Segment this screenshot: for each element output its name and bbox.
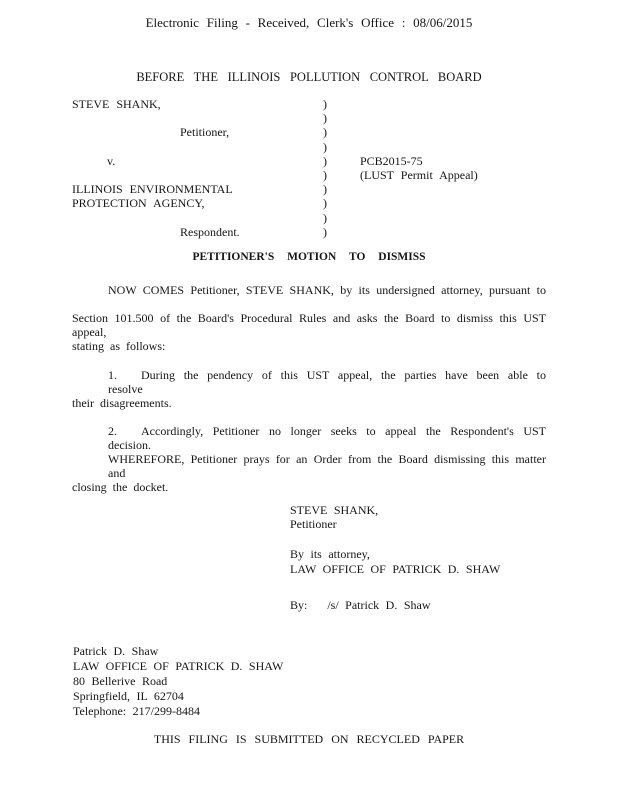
caption-paren: ) xyxy=(323,125,327,140)
caption-paren: ) xyxy=(323,139,327,154)
signature-firm: LAW OFFICE OF PATRICK D. SHAW xyxy=(290,562,501,576)
case-caption xyxy=(72,97,546,239)
item-number: 1. xyxy=(108,367,117,382)
recycled-paper-footer: THIS FILING IS SUBMITTED ON RECYCLED PAPER xyxy=(153,732,465,746)
caption-paren: ) xyxy=(323,224,327,239)
by-label: By: xyxy=(290,598,308,612)
petitioner-label: Petitioner, xyxy=(180,125,230,140)
signature-party-label: Petitioner xyxy=(290,517,337,531)
versus: v. xyxy=(107,153,116,168)
electronic-signature: /s/ Patrick D. Shaw xyxy=(327,598,431,612)
caption-paren: ) xyxy=(323,97,327,111)
body-line: stating as follows: xyxy=(72,339,166,354)
respondent-name-line1: ILLINOIS ENVIRONMENTAL xyxy=(72,182,233,197)
caption-row xyxy=(72,97,546,111)
caption-row xyxy=(72,211,546,225)
motion-body xyxy=(72,283,546,509)
case-type: (LUST Permit Appeal) xyxy=(360,167,478,182)
electronic-filing-header: Electronic Filing - Received, Clerk's Office : 08/06/2015 xyxy=(145,15,473,30)
attorney-address-line2: Springfield, IL 62704 xyxy=(73,689,184,703)
respondent-name-line2: PROTECTION AGENCY, xyxy=(72,196,205,211)
caption-paren: ) xyxy=(323,153,327,168)
body-line: their disagreements. xyxy=(72,395,172,410)
caption-paren: ) xyxy=(323,167,327,182)
item-number: 2. xyxy=(108,423,117,438)
attorney-firm: LAW OFFICE OF PATRICK D. SHAW xyxy=(73,659,284,673)
signature-party-name: STEVE SHANK, xyxy=(290,503,379,517)
caption-row xyxy=(72,154,546,168)
numbered-item-2 xyxy=(72,424,546,452)
caption-row xyxy=(72,168,546,182)
wherefore-line: WHEREFORE, Petitioner prays for an Order from the Board dismissing this matter and xyxy=(108,452,546,481)
petitioner-name: STEVE SHANK, xyxy=(72,97,161,111)
caption-paren: ) xyxy=(323,182,327,197)
respondent-label: Respondent. xyxy=(180,224,240,239)
caption-paren: ) xyxy=(323,196,327,211)
attorney-phone: Telephone: 217/299-8484 xyxy=(73,704,200,718)
caption-row xyxy=(72,111,546,125)
court-title: BEFORE THE ILLINOIS POLLUTION CONTROL BOARD xyxy=(136,70,482,84)
body-line: closing the docket. xyxy=(72,480,169,495)
caption-paren: ) xyxy=(323,210,327,225)
caption-row xyxy=(72,125,546,139)
caption-row xyxy=(72,225,546,239)
caption-row xyxy=(72,182,546,196)
body-line: NOW COMES Petitioner, STEVE SHANK, by its undersigned attorney, pursuant to xyxy=(108,283,546,297)
caption-paren: ) xyxy=(323,111,327,126)
caption-row xyxy=(72,140,546,154)
body-line: Section 101.500 of the Board's Procedural Rules and asks the Board to dismiss this UST appeal, xyxy=(72,311,546,340)
item-text: Accordingly, Petitioner no longer seeks to appeal the Respondent's UST decision. xyxy=(108,423,546,452)
caption-row xyxy=(72,196,546,210)
motion-title: PETITIONER'S MOTION TO DISMISS xyxy=(192,251,426,263)
item-text: During the pendency of this UST appeal, the parties have been able to resolve xyxy=(108,367,546,396)
attorney-block xyxy=(73,644,283,719)
numbered-item-1 xyxy=(72,368,546,396)
signature-by-attorney: By its attorney, xyxy=(290,547,370,561)
attorney-name: Patrick D. Shaw xyxy=(73,644,159,658)
attorney-address-line1: 80 Bellerive Road xyxy=(73,674,168,688)
docket-number: PCB2015-75 xyxy=(360,153,423,168)
signature-by-row xyxy=(290,598,431,612)
